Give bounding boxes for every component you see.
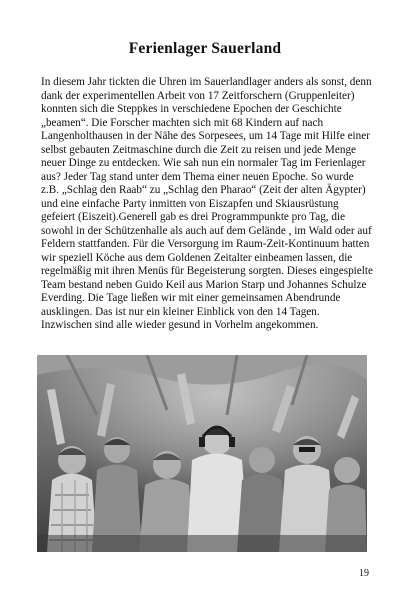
article-body bbox=[41, 76, 373, 333]
article-title: Ferienlager Sauerland bbox=[128, 40, 282, 57]
party-photo bbox=[37, 355, 367, 552]
page-number: 19 bbox=[359, 568, 369, 579]
article-paragraph: In diesem Jahr tickten die Uhren im Sauerlandlager anders als sonst, denn dank der experimentellen Arbeit von 17 Zeitforschern (Gruppenleiter) konnten sich die Steppkes in verschiedene Epochen der Geschichte „beamen“. Die Forscher machten sich mit 68 Kindern auf nach Langenholthausen in der Nähe des Sorpesees, um 14 Tage mit Hilfe einer selbst gebauten Zeitmaschine durch die Zeit zu reisen und jede Menge neuer Dinge zu entdecken. Wie sah nun ein normaler Tag im Ferienlager aus? Jeder Tag stand unter dem Thema einer neuen Epoche. So wurde z.B. „Schlag den Raab“ zu „Schlag den Pharao“ (Zeit der alten Ägypter) und eine einfache Party inmitten von Eiszapfen und Skiausrüstung gefeiert (Eiszeit).Generell gab es drei Programmpunkte pro Tag, die sowohl in der Schützenhalle als auch auf dem Gelände , im Wald oder auf Feldern stattfanden. Für die Versorgung im Raum-Zeit-Kontinuum hatten wir speziell Köche aus dem Goldenen Zeitalter einbeamen lassen, die regelmäßig mit ihren Menüs für Begeisterung sorgten. Dieses eingespielte Team bestand neben Guido Keil aus Marion Starp und Johannes Schulze Everding. Die Tage ließen wir mit einer gemeinsamen Abendrunde ausklingen. Das ist nur ein kleiner Einblick von den 14 Tagen. Inzwischen sind alle wieder gesund in Vorhelm angekommen. bbox=[41, 76, 373, 331]
